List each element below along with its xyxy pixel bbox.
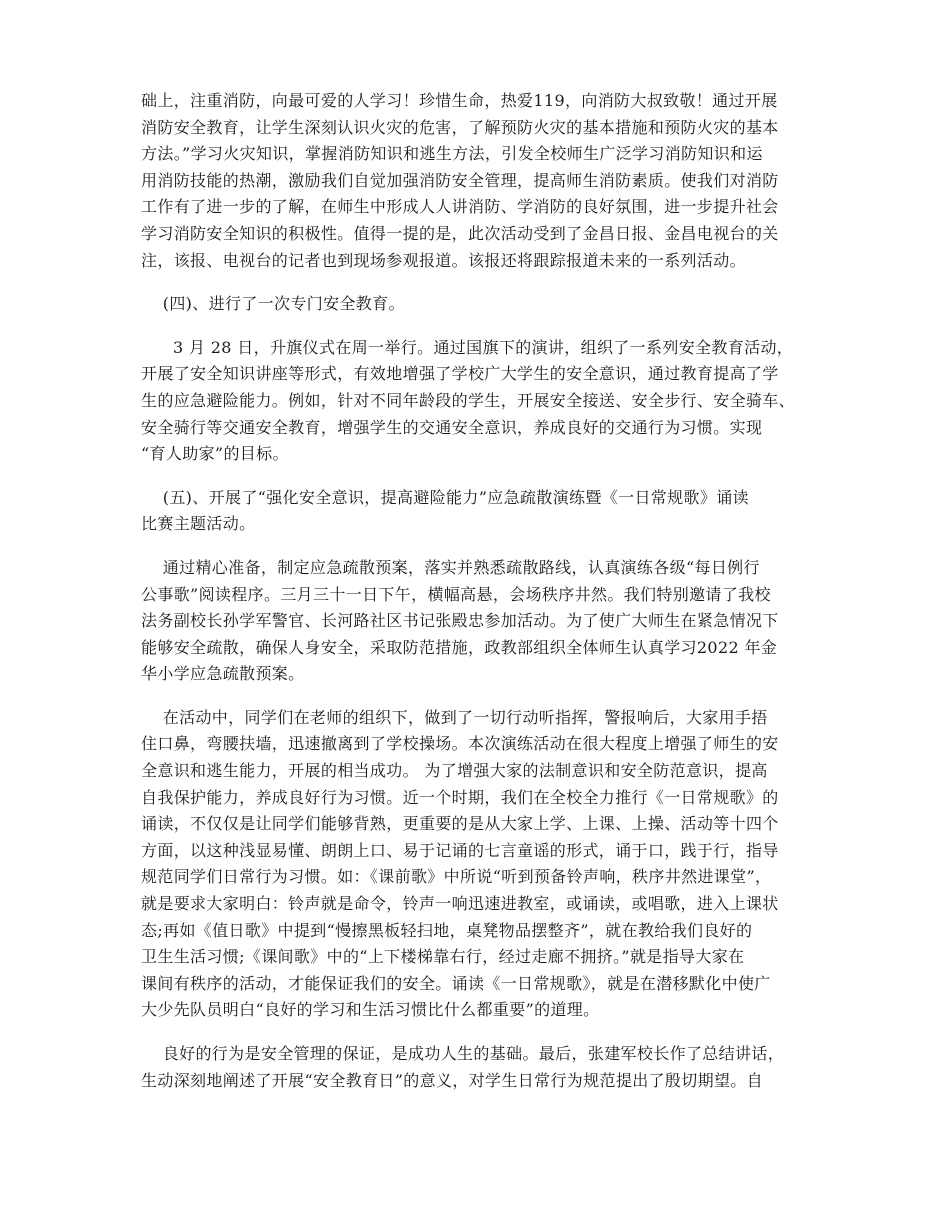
section-heading-5 [141,485,821,538]
paragraph-drill-activity [141,705,821,1024]
text-line: 全意识和逃生能力，开展的相当成功。 为了增强大家的法制意识和安全防范意识，提高 [141,761,768,781]
text-line: 态;再如《值日歌》中提到“慢擦黑板轻扫地，桌凳物品摆整齐”，就在教给我们良好的 [141,920,753,940]
text-line: 法务副校长孙学军警官、长河路社区书记张殿忠参加活动。为了使广大师生在紧急情况下 [141,611,779,631]
document-page [141,88,821,1111]
text-line: 方法。”学习火灾知识，掌握消防知识和逃生方法，引发全校师生广泛学习消防知识和运 [141,144,763,164]
text-line: 就是要求大家明白：铃声就是命令，铃声一响迅速进教室，或诵读，或唱歌，进入上课状 [141,894,779,914]
text-line: 大少先队员明白“良好的学习和生活习惯比什么都重要”的道理。 [141,1000,600,1020]
text-line: 用消防技能的热潮，激励我们自觉加强消防安全管理，提高师生消防素质。使我们对消防 [141,170,779,190]
text-line: 自我保护能力，养成良好行为习惯。近一个时期，我们在全校全力推行《一日常规歌》的 [141,787,779,807]
text-line: (四)、进行了一次专门安全教育。 [141,294,405,314]
text-line: (五)、开展了“强化安全意识，提高避险能力”应急疏散演练暨《一日常规歌》诵读 [141,487,749,507]
text-line: 生动深刻地阐述了开展“安全教育日”的意义，对学生日常行为规范提出了殷切期望。自 [141,1070,764,1090]
section-heading-4 [141,291,821,318]
text-line: 公事歌”阅读程序。三月三十一日下午，横幅高悬，会场秩序井然。我们特别邀请了我校 [141,584,771,604]
text-line: 方面，以这种浅显易懂、朗朗上口、易于记诵的七言童谣的形式，诵于口，践于行，指导 [141,840,779,860]
paragraph-conclusion [141,1041,821,1094]
text-line: 安全骑行等交通安全教育，增强学生的交通安全意识，养成良好的交通行为习惯。实现 [141,417,763,437]
text-line: 在活动中，同学们在老师的组织下，做到了一切行动听指挥，警报响后，大家用手捂 [141,707,768,727]
text-line: 通过精心准备，制定应急疏散预案，落实并熟悉疏散路线，认真演练各级“每日例行 [141,557,760,577]
text-line: 比赛主题活动。 [141,514,256,534]
text-line: 学习消防安全知识的积极性。值得一提的是，此次活动受到了金昌日报、金昌电视台的关 [141,223,779,243]
text-line: 卫生生活习惯;《课间歌》中的“上下楼梯靠右行，经过走廊不拥挤。”就是指导大家在 [141,947,745,967]
text-line: 诵读，不仅仅是让同学们能够背熟，更重要的是从大家上学、上课、上操、活动等十四个 [141,814,779,834]
text-line: 注，该报、电视台的记者也到现场参观报道。该报还将跟踪报道未来的一系列活动。 [141,250,746,270]
text-line: 课间有秩序的活动，才能保证我们的安全。诵读《一日常规歌》，就是在潜移默化中使广 [141,973,771,993]
text-line: 规范同学们日常行为习惯。如：《课前歌》中所说“听到预备铃声响，秩序井然进课堂”， [141,867,772,887]
text-line: 工作有了进一步的了解，在师生中形成人人讲消防、学消防的良好氛围，进一步提升社会 [141,197,779,217]
text-line: 能够安全疏散，确保人身安全，采取防范措施，政教部组织全体师生认真学习2022 年金 [141,637,778,657]
text-line: 华小学应急疏散预案。 [141,664,305,684]
text-line: “育人助家”的目标。 [141,444,289,464]
paragraph-flag-ceremony [141,335,821,468]
text-line: 消防安全教育，让学生深刻认识火灾的危害，了解预防火灾的基本措施和预防火灾的基本 [141,117,779,137]
text-line: 住口鼻，弯腰扶墙，迅速撤离到了学校操场。本次演练活动在很大程度上增强了师生的安 [141,734,779,754]
text-line: 础上，注重消防，向最可爱的人学习！珍惜生命，热爱119，向消防大叔致敬！通过开展 [141,91,778,110]
text-line: 生的应急避险能力。例如，针对不同年龄段的学生，开展安全接送、安全步行、安全骑车、 [141,390,796,410]
text-line: 良好的行为是安全管理的保证，是成功人生的基础。最后，张建军校长作了总结讲话， [141,1044,785,1063]
paragraph-fire-safety [141,88,821,274]
text-line: 开展了安全知识讲座等形式，有效地增强了学校广大学生的安全意识，通过教育提高了学 [141,364,779,384]
paragraph-evacuation-prep [141,555,821,688]
text-line: 3 月 28 日，升旗仪式在周一举行。通过国旗下的演讲，组织了一系列安全教育活动， [173,337,794,357]
